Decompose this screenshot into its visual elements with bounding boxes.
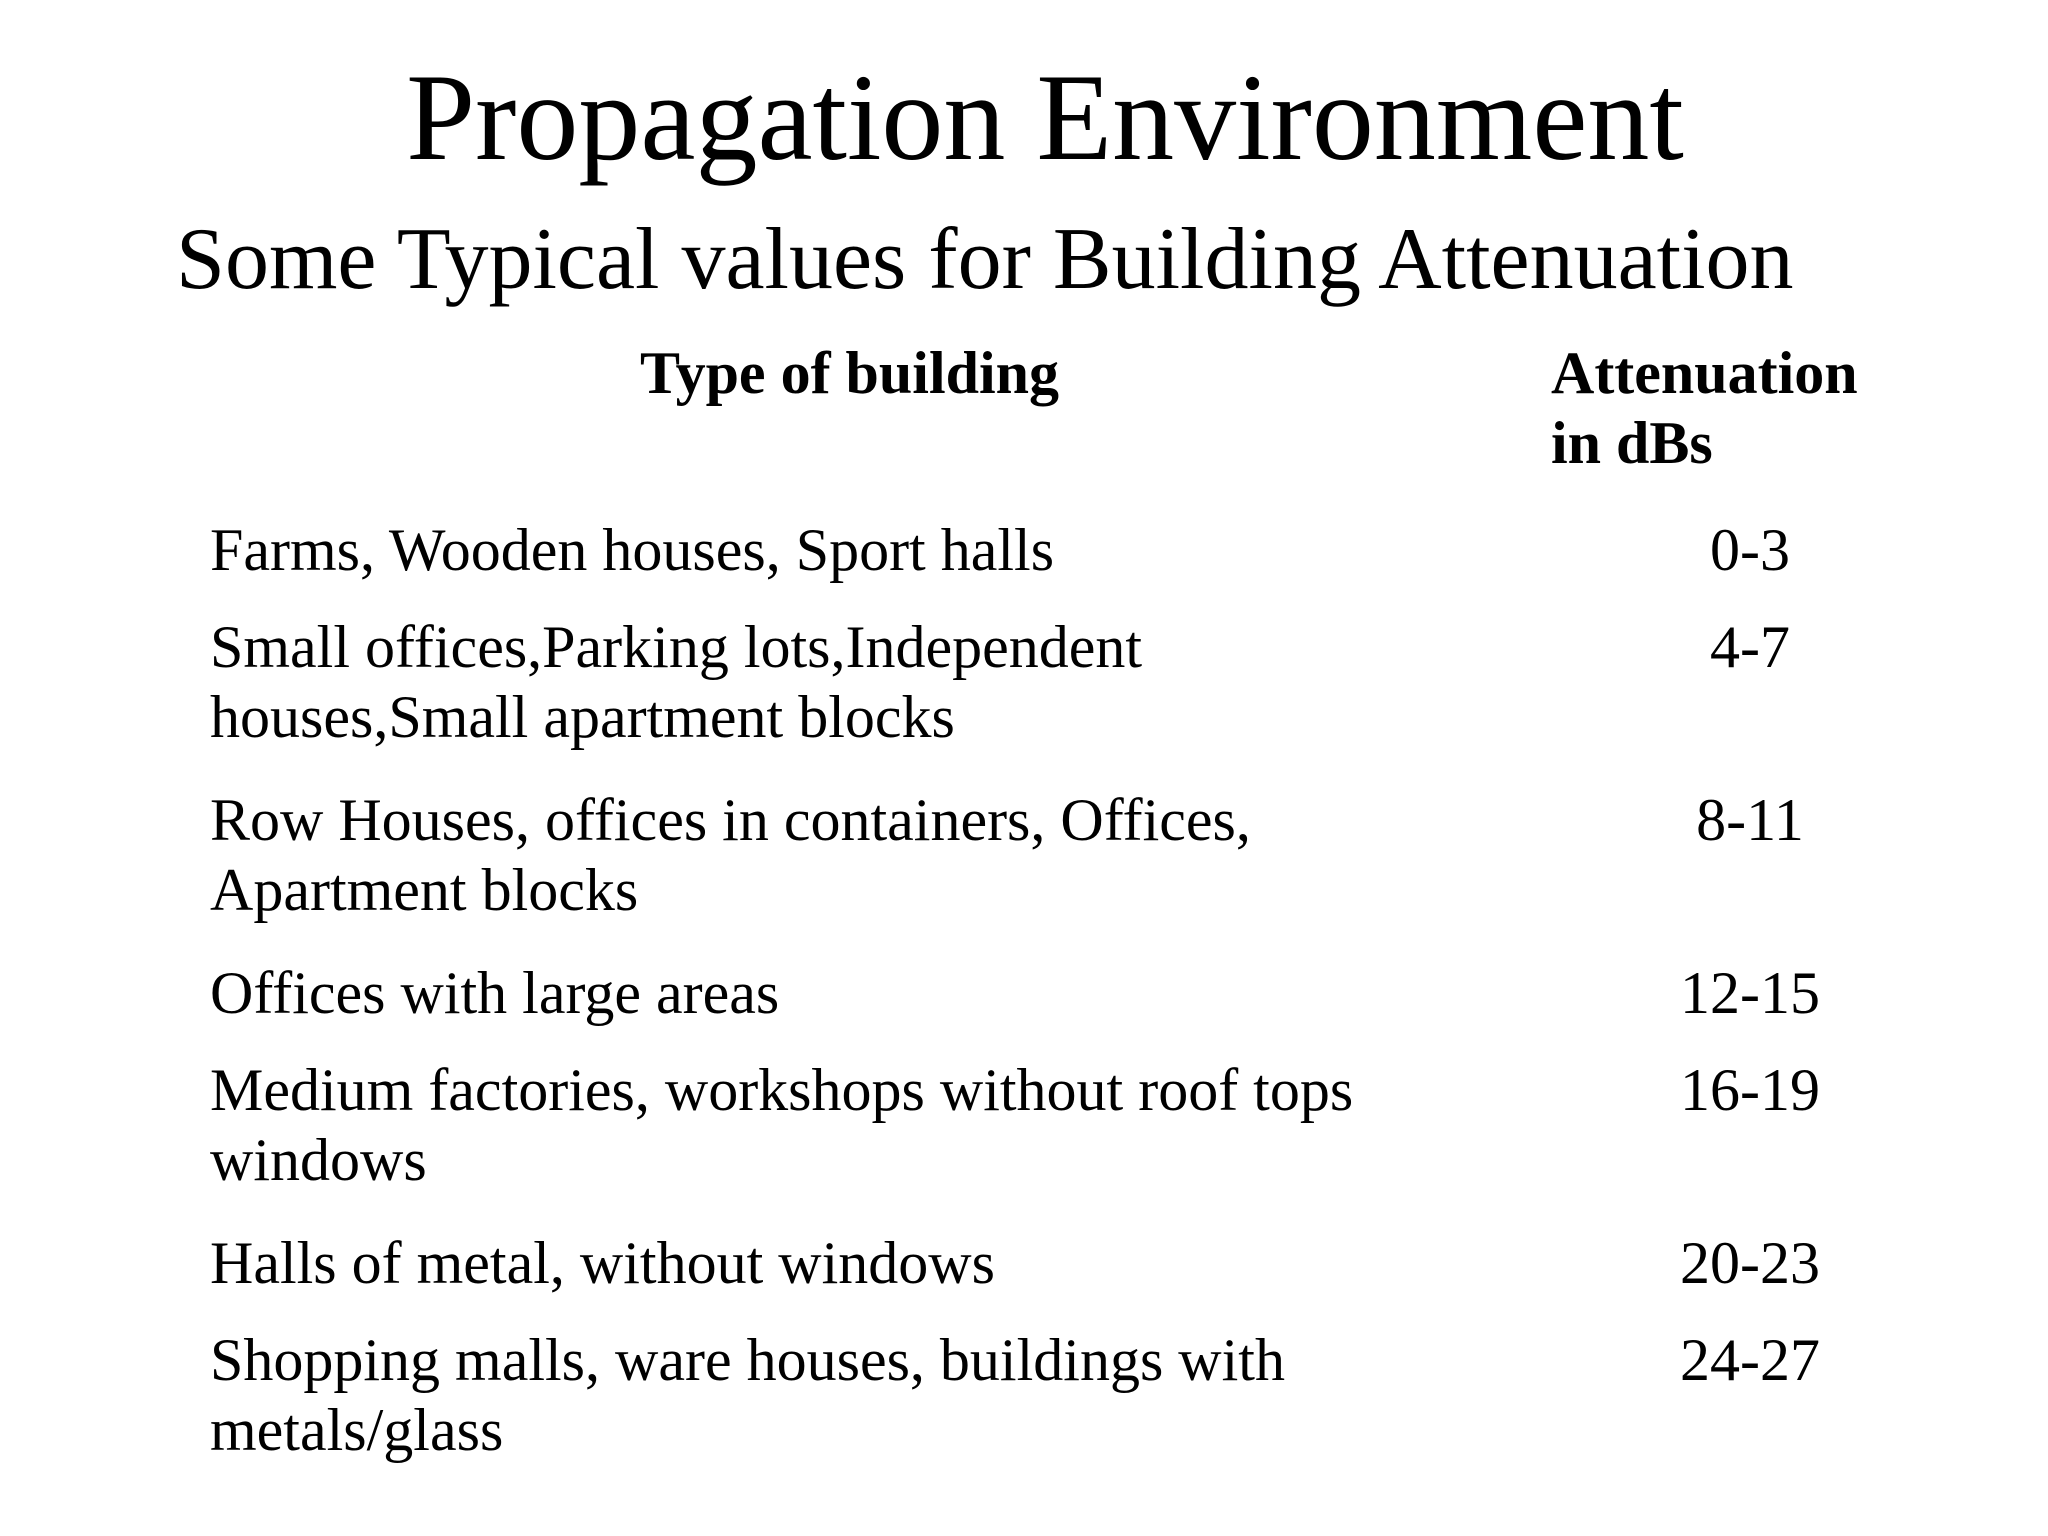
- attenuation-cell: 4-7: [1710, 614, 1790, 680]
- attenuation-cell: 24-27: [1680, 1327, 1820, 1393]
- column-header-attenuation: Attenuation in dBs: [1551, 340, 1858, 476]
- attenuation-cell: 12-15: [1680, 960, 1820, 1026]
- slide-title: Propagation Environment: [406, 49, 1684, 186]
- building-type-cell: Farms, Wooden houses, Sport halls: [210, 517, 1055, 583]
- slide-subtitle: Some Typical values for Building Attenuation: [176, 211, 1794, 308]
- attenuation-cell: 16-19: [1680, 1057, 1820, 1123]
- attenuation-cell: 8-11: [1696, 787, 1804, 853]
- building-type-cell: Medium factories, workshops without roof tops windows: [210, 1057, 1354, 1193]
- attenuation-cell: 20-23: [1680, 1230, 1820, 1296]
- building-type-cell: Shopping malls, ware houses, buildings with metals/glass: [210, 1327, 1285, 1463]
- building-type-cell: Small offices,Parking lots,Independent houses,Small apartment blocks: [210, 614, 1143, 750]
- column-header-type: Type of building: [640, 340, 1060, 406]
- building-type-cell: Offices with large areas: [210, 960, 780, 1026]
- attenuation-cell: 0-3: [1710, 517, 1790, 583]
- building-type-cell: Row Houses, offices in containers, Offices, Apartment blocks: [210, 787, 1251, 923]
- building-type-cell: Halls of metal, without windows: [210, 1230, 995, 1296]
